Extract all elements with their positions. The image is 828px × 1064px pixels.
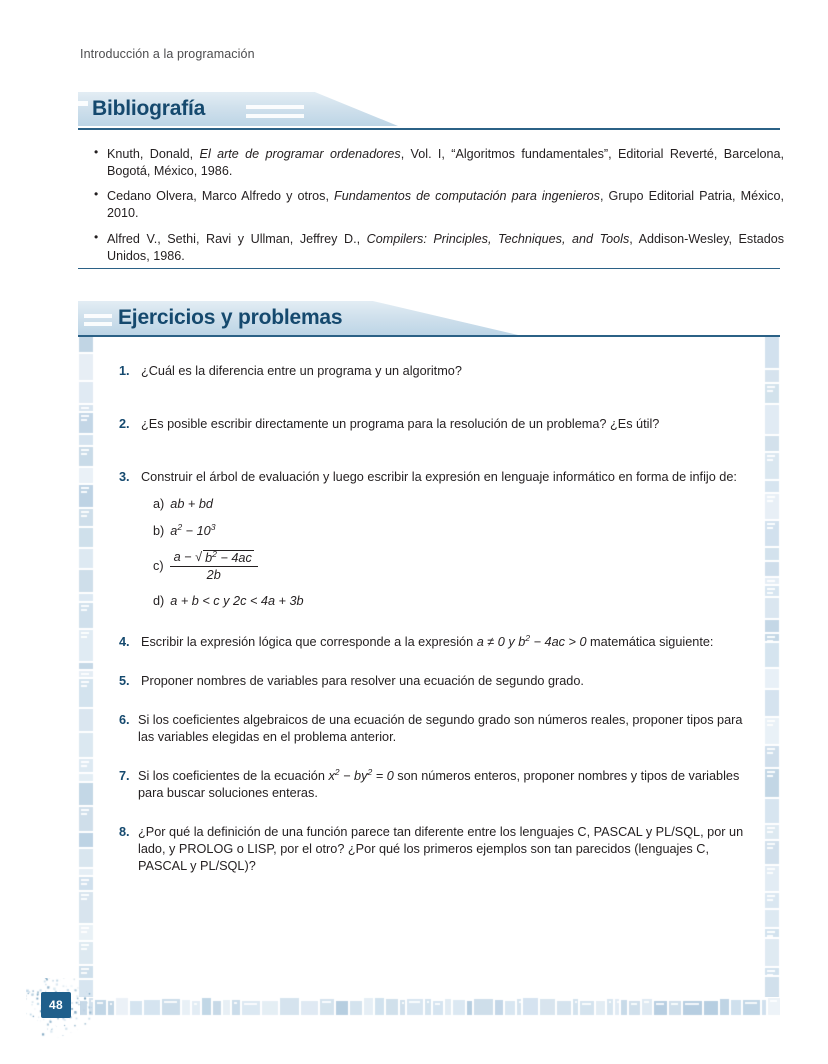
exercise-subitem-list (141, 496, 753, 609)
bibliography-section-banner (78, 92, 398, 126)
bibliography-entry: • Alfred V., Sethi, Ravi y Ullman, Jeffrey D., Compilers: Principles, Techniques, and Tools, Addison-Wesley, Estados Unidos, 1986. (92, 231, 784, 264)
exercises-panel-body (95, 337, 763, 997)
left-circuit-rail-decoration (78, 337, 94, 997)
exercise-text: Escribir la expresión lógica que corresponde a la expresión a ≠ 0 y $b^2 - 4ac > 0$ matemática siguiente: (141, 632, 714, 649)
exercise-subitem (153, 550, 753, 582)
bibliography-top-rule (78, 128, 780, 130)
subitem-label: d) (153, 593, 165, 608)
running-head: Introducción a la programación (80, 47, 255, 61)
subitem-label: b) (153, 524, 165, 539)
bibliography-entry: • Cedano Olvera, Marco Alfredo y otros, Fundamentos de computación para ingenieros, Grupo Editorial Patria, México, 2010. (92, 188, 784, 221)
denominator-expression: 2b (206, 568, 221, 583)
banner-notch-upper (246, 105, 304, 109)
exercise-text: Proponer nombres de variables para resolver una ecuación de segundo grado. (141, 673, 584, 688)
subitem-label: a) (153, 497, 165, 512)
bottom-circuit-strip-decoration (80, 995, 780, 1017)
banner-notch-lower (246, 114, 304, 118)
exercise-inline-math: $x^2 - by^2 = 0$ (328, 766, 394, 783)
exercise-number: 8. (119, 824, 130, 839)
banner-notch-left (78, 101, 88, 106)
exercise-text: ¿Es posible escribir directamente un programa para la resolución de un problema? ¿Es útil? (141, 417, 660, 432)
banner-notch-upper (84, 314, 112, 318)
exercise-item (119, 634, 753, 651)
exercise-item (119, 712, 753, 746)
exercises-panel (78, 337, 780, 997)
numerator-lead: a − (173, 550, 196, 565)
fraction-expression (170, 550, 258, 582)
page-number-label: 48 (41, 992, 71, 1018)
bibliography-heading: Bibliografía (92, 97, 206, 120)
bibliography-entry-title: El arte de programar ordenadores (199, 147, 401, 161)
exercise-list (119, 363, 753, 875)
exercise-subitem (153, 593, 753, 610)
subitem-expression: $a^2 - 10^3$ (170, 521, 216, 539)
exercise-text: ¿Por qué la definición de una función parece tan diferente entre los lenguajes C, PASCAL y PL/SQL, por un lado, y PROLOG o LISP, por el otro? ¿Por qué los primeros ejemplos son tan parecidos (lenguajes C, PASCAL y PL/SQL)? (138, 824, 744, 873)
exercise-number: 4. (119, 634, 130, 649)
bibliography-entry-title: Compilers: Principles, Techniques, and Tools (366, 231, 630, 246)
radicand (203, 550, 254, 565)
right-circuit-rail-decoration (764, 337, 780, 997)
exercise-number: 3. (119, 470, 130, 485)
exercises-heading: Ejercicios y problemas (118, 306, 343, 329)
exercise-number: 5. (119, 673, 130, 688)
exercise-number: 1. (119, 364, 130, 378)
exercise-text: Construir el árbol de evaluación y luego escribir la expresión en lenguaje informático en forma de infijo de: (141, 470, 737, 485)
exercise-item (119, 673, 753, 690)
exercise-item (119, 469, 753, 610)
exercise-subitem (153, 496, 753, 513)
exercise-number: 6. (119, 712, 130, 727)
bibliography-entry: • Knuth, Donald, El arte de programar ordenadores, Vol. I, “Algoritmos fundamentales”, Editorial Reverté, Barcelona, Bogotá, México, 1986. (92, 146, 784, 179)
exercise-text: Si los coeficientes de la ecuación $x^2 - by^2 = 0$ son números enteros, proponer nombres y tipos de variables para buscar soluciones enteras. (138, 766, 740, 800)
exercise-subitem (153, 523, 753, 540)
exercise-text: Si los coeficientes algebraicos de una ecuación de segundo grado son números reales, proponer tipos para las variables elegidas en el problema anterior. (138, 712, 743, 744)
bibliography-bottom-rule (78, 268, 780, 269)
exercise-inline-math: a ≠ 0 y $b^2 - 4ac > 0$ (476, 632, 587, 649)
fraction-numerator (170, 550, 258, 567)
radicand-expression: $b^2 - 4ac$ (205, 548, 252, 566)
radical-sign: √ (195, 550, 203, 565)
exercise-text: ¿Cuál es la diferencia entre un programa y un algoritmo? (141, 364, 462, 378)
bibliography-list (92, 146, 784, 273)
bibliography-entry-title: Fundamentos de computación para ingenieros (334, 189, 600, 204)
banner-notch-lower (84, 322, 112, 326)
exercise-item (119, 416, 753, 433)
exercise-number: 2. (119, 417, 130, 432)
subitem-expression: ab + bd (170, 497, 213, 512)
exercise-item (119, 824, 753, 875)
exercise-item (119, 768, 753, 802)
subitem-label: c) (153, 558, 164, 573)
exercise-item (119, 363, 753, 380)
square-root (195, 550, 254, 565)
exercise-number: 7. (119, 768, 130, 783)
subitem-expression: a + b < c y 2c < 4a + 3b (170, 593, 304, 608)
fraction-denominator (203, 567, 225, 582)
page-number-badge (26, 978, 98, 1050)
exercises-section-banner (78, 301, 518, 335)
